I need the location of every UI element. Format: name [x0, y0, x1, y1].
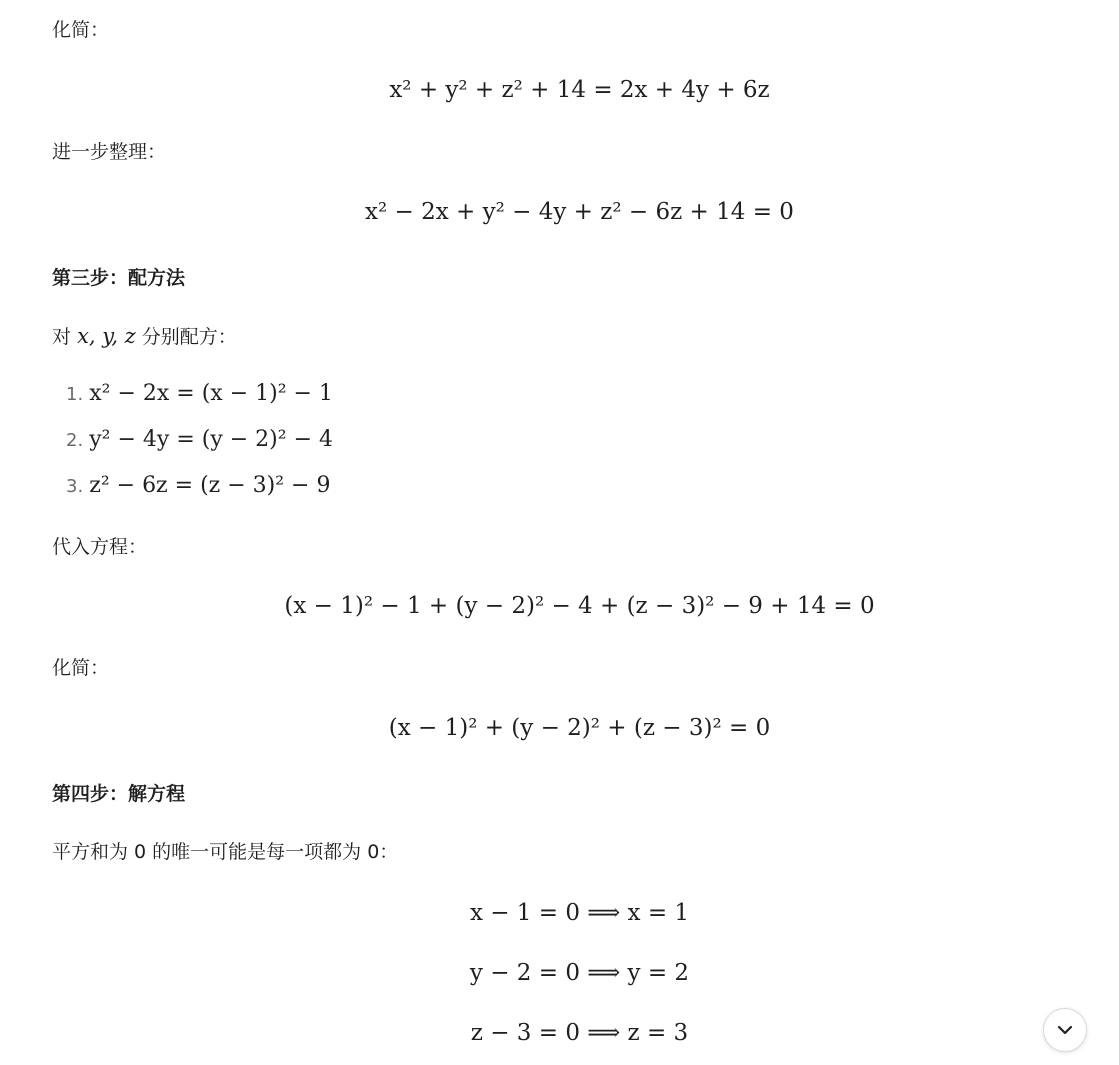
rearrange-label: 进一步整理：: [52, 141, 167, 163]
list-item: [66, 379, 333, 410]
list-item-expression: y² − 4y = (y − 2)² − 4: [89, 427, 333, 452]
list-item-expression: z² − 6z = (z − 3)² − 9: [89, 473, 331, 498]
list-item-number: 1.: [66, 384, 84, 405]
step3-heading: 第三步：配方法: [52, 267, 186, 289]
solution-z: z − 3 = 0 ⟹ z = 3: [470, 1020, 689, 1046]
list-item-number: 3.: [66, 476, 84, 497]
step4-heading: 第四步：解方程: [52, 783, 186, 805]
step3-intro: [52, 324, 237, 349]
list-item: [66, 425, 333, 456]
step3-intro-suffix: 分别配方：: [141, 326, 237, 348]
solution-y: y − 2 = 0 ⟹ y = 2: [469, 960, 690, 986]
substitute-label: 代入方程：: [52, 536, 148, 558]
step3-intro-prefix: 对: [52, 326, 72, 348]
equation-substituted: (x − 1)² − 1 + (y − 2)² − 4 + (z − 3)² − 9 + 14 = 0: [284, 593, 875, 619]
list-item: [66, 471, 330, 502]
list-item-expression: x² − 2x = (x − 1)² − 1: [89, 381, 333, 406]
scroll-to-bottom-button[interactable]: [1043, 1008, 1087, 1052]
equation-simplified: x² + y² + z² + 14 = 2x + 4y + 6z: [389, 77, 770, 103]
solution-x: x − 1 = 0 ⟹ x = 1: [469, 900, 690, 926]
equation-sum-of-squares: (x − 1)² + (y − 2)² + (z − 3)² = 0: [388, 715, 771, 741]
simplify-label-2: 化简：: [52, 657, 110, 679]
equation-rearranged: x² − 2x + y² − 4y + z² − 6z + 14 = 0: [365, 199, 794, 225]
list-item-number: 2.: [66, 430, 84, 451]
chevron-down-icon: [1055, 1020, 1075, 1040]
step4-intro: 平方和为 0 的唯一可能是每一项都为 0：: [52, 841, 399, 863]
simplify-label: 化简：: [52, 19, 110, 41]
step3-intro-vars: x, y, z: [77, 324, 136, 348]
